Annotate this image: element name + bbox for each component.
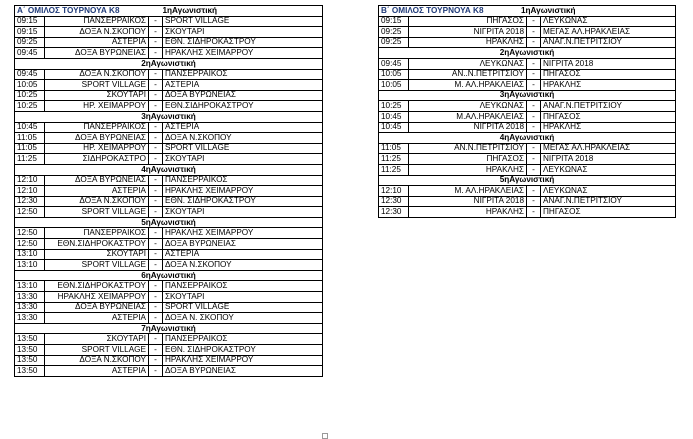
home-team: ΗΡ. ΧΕΙΜΑΡΡΟΥ <box>45 101 149 112</box>
match-row <box>15 281 323 292</box>
match-separator: - <box>149 69 163 80</box>
home-team: SPORT VILLAGE <box>45 207 149 218</box>
match-row <box>379 80 676 91</box>
away-team: ΠΑΝΣΕΡΡΑΙΚΟΣ <box>163 281 323 292</box>
group-a-body <box>15 6 323 377</box>
match-row <box>379 164 676 175</box>
round-label: 2ηΑγωνιστική <box>379 48 676 59</box>
round-header-row <box>15 323 323 334</box>
match-time: 09:25 <box>15 37 45 48</box>
group-title <box>379 6 676 17</box>
home-team: ΝΙΓΡΙΤΑ 2018 <box>409 27 527 38</box>
away-team: ΠΗΓΑΣΟΣ <box>541 111 676 122</box>
round-label: 3ηΑγωνιστική <box>15 111 323 122</box>
match-time: 11:25 <box>379 164 409 175</box>
away-team: ΣΚΟΥΤΑΡΙ <box>163 207 323 218</box>
away-team: ΠΑΝΣΕΡΡΑΙΚΟΣ <box>163 175 323 186</box>
match-row <box>15 143 323 154</box>
match-separator: - <box>527 16 541 27</box>
match-separator: - <box>149 260 163 271</box>
round-label: 2ηΑγωνιστική <box>15 58 323 69</box>
match-row <box>15 69 323 80</box>
home-team: ΔΟΞΑ ΒΥΡΩΝΕΙΑΣ <box>45 48 149 59</box>
match-separator: - <box>149 355 163 366</box>
match-separator: - <box>149 133 163 144</box>
home-team: Μ. ΑΛ.ΗΡΑΚΛΕΙΑΣ <box>409 186 527 197</box>
round-label: 1ηΑγωνιστική <box>162 5 218 15</box>
match-row <box>15 101 323 112</box>
round-header-row <box>15 111 323 122</box>
match-row <box>15 345 323 356</box>
round-header-row <box>379 175 676 186</box>
home-team: ΣΚΟΥΤΑΡΙ <box>45 334 149 345</box>
match-row <box>15 249 323 260</box>
home-team: ΔΟΞΑ ΒΥΡΩΝΕΙΑΣ <box>45 133 149 144</box>
home-team: SPORT VILLAGE <box>45 80 149 91</box>
round-label: 5ηΑγωνιστική <box>379 175 676 186</box>
home-team: ΔΟΞΑ Ν.ΣΚΟΠΟΥ <box>45 355 149 366</box>
match-time: 12:50 <box>15 239 45 250</box>
away-team: ΣΚΟΥΤΑΡΙ <box>163 154 323 165</box>
away-team: ΣΚΟΥΤΑΡΙ <box>163 292 323 303</box>
away-team: ΗΡΑΚΛΗΣ <box>541 80 676 91</box>
match-time: 13:30 <box>15 292 45 303</box>
match-separator: - <box>527 37 541 48</box>
match-row <box>15 154 323 165</box>
home-team: ΣΙΔΗΡΟΚΑΣΤΡΟ <box>45 154 149 165</box>
home-team: SPORT VILLAGE <box>45 345 149 356</box>
match-separator: - <box>149 154 163 165</box>
home-team: ΗΡΑΚΛΗΣ <box>409 37 527 48</box>
away-team: ΑΝΑΓ.Ν.ΠΕΤΡΙΤΣΙΟΥ <box>541 37 676 48</box>
match-time: 13:50 <box>15 366 45 377</box>
group-a-schedule-table <box>14 5 323 377</box>
round-header-row <box>15 270 323 281</box>
round-label: 5ηΑγωνιστική <box>15 217 323 228</box>
home-team: ΗΡ. ΧΕΙΜΑΡΡΟΥ <box>45 143 149 154</box>
cell-resize-marker <box>322 433 328 439</box>
away-team: ΝΙΓΡΙΤΑ 2018 <box>541 154 676 165</box>
home-team: ΝΙΓΡΙΤΑ 2018 <box>409 196 527 207</box>
home-team: ΑΝ.Ν.ΠΕΤΡΙΤΣΙΟΥ <box>409 143 527 154</box>
match-separator: - <box>149 122 163 133</box>
away-team: ΔΟΞΑ ΒΥΡΩΝΕΙΑΣ <box>163 90 323 101</box>
match-separator: - <box>527 186 541 197</box>
match-separator: - <box>149 48 163 59</box>
match-separator: - <box>149 292 163 303</box>
away-team: ΛΕΥΚΩΝΑΣ <box>541 164 676 175</box>
match-time: 10:45 <box>379 111 409 122</box>
match-separator: - <box>149 175 163 186</box>
away-team: ΠΑΝΣΕΡΡΑΙΚΟΣ <box>163 334 323 345</box>
match-time: 12:30 <box>379 196 409 207</box>
home-team: ΠΗΓΑΣΟΣ <box>409 154 527 165</box>
home-team: ΗΡΑΚΛΗΣ <box>409 207 527 218</box>
home-team: ΣΚΟΥΤΑΡΙ <box>45 90 149 101</box>
round-label: 4ηΑγωνιστική <box>15 164 323 175</box>
home-team: ΕΘΝ.ΣΙΔΗΡΟΚΑΣΤΡΟΥ <box>45 239 149 250</box>
away-team: ΗΡΑΚΛΗΣ ΧΕΙΜΑΡΡΟΥ <box>163 186 323 197</box>
home-team: ΠΗΓΑΣΟΣ <box>409 16 527 27</box>
match-time: 12:10 <box>15 186 45 197</box>
round-header-row <box>379 90 676 101</box>
match-time: 10:05 <box>379 80 409 91</box>
home-team: Μ.ΑΛ.ΗΡΑΚΛΕΙΑΣ <box>409 111 527 122</box>
match-separator: - <box>149 366 163 377</box>
match-time: 11:25 <box>379 154 409 165</box>
away-team: ΑΣΤΕΡΙΑ <box>163 249 323 260</box>
match-time: 11:25 <box>15 154 45 165</box>
match-separator: - <box>149 313 163 324</box>
home-team: ΑΣΤΕΡΙΑ <box>45 37 149 48</box>
match-time: 09:25 <box>379 27 409 38</box>
home-team: ΛΕΥΚΩΝΑΣ <box>409 58 527 69</box>
match-separator: - <box>149 90 163 101</box>
match-separator: - <box>149 143 163 154</box>
group-title-text: Α΄ ΟΜΙΛΟΣ ΤΟΥΡΝΟΥΑ Κ8 <box>17 5 120 15</box>
home-team: ΑΣΤΕΡΙΑ <box>45 366 149 377</box>
match-row <box>15 302 323 313</box>
home-team: ΔΟΞΑ Ν.ΣΚΟΠΟΥ <box>45 69 149 80</box>
match-time: 12:50 <box>15 207 45 218</box>
group-title <box>15 6 323 17</box>
match-time: 12:30 <box>15 196 45 207</box>
match-separator: - <box>527 154 541 165</box>
match-row <box>15 313 323 324</box>
match-time: 13:10 <box>15 281 45 292</box>
match-row <box>15 292 323 303</box>
match-row <box>379 143 676 154</box>
match-time: 10:25 <box>379 101 409 112</box>
round-header-row <box>15 217 323 228</box>
match-separator: - <box>527 111 541 122</box>
match-time: 12:10 <box>15 175 45 186</box>
match-separator: - <box>149 228 163 239</box>
match-time: 12:30 <box>379 207 409 218</box>
home-team: ΝΙΓΡΙΤΑ 2018 <box>409 122 527 133</box>
home-team: Μ. ΑΛ.ΗΡΑΚΛΕΙΑΣ <box>409 80 527 91</box>
match-separator: - <box>149 27 163 38</box>
away-team: ΛΕΥΚΩΝΑΣ <box>541 186 676 197</box>
match-separator: - <box>527 101 541 112</box>
match-row <box>15 122 323 133</box>
match-row <box>15 260 323 271</box>
home-team: SPORT VILLAGE <box>45 260 149 271</box>
away-team: ΕΘΝ.ΣΙΔΗΡΟΚΑΣΤΡΟΥ <box>163 101 323 112</box>
away-team: ΝΙΓΡΙΤΑ 2018 <box>541 58 676 69</box>
group-b-body <box>379 6 676 218</box>
round-label: 4ηΑγωνιστική <box>379 133 676 144</box>
round-header-row <box>15 164 323 175</box>
match-time: 13:50 <box>15 345 45 356</box>
match-time: 09:45 <box>15 48 45 59</box>
home-team: ΑΣΤΕΡΙΑ <box>45 313 149 324</box>
home-team: ΠΑΝΣΕΡΡΑΙΚΟΣ <box>45 16 149 27</box>
match-time: 10:25 <box>15 101 45 112</box>
away-team: ΔΟΞΑ ΒΥΡΩΝΕΙΑΣ <box>163 239 323 250</box>
match-row <box>15 334 323 345</box>
away-team: ΔΟΞΑ Ν. ΣΚΟΠΟΥ <box>163 313 323 324</box>
match-separator: - <box>527 164 541 175</box>
match-time: 13:50 <box>15 334 45 345</box>
match-row <box>15 207 323 218</box>
round-label: 1ηΑγωνιστική <box>521 5 576 15</box>
home-team: ΕΘΝ.ΣΙΔΗΡΟΚΑΣΤΡΟΥ <box>45 281 149 292</box>
match-row <box>379 16 676 27</box>
away-team: SPORT VILLAGE <box>163 143 323 154</box>
group-title-row <box>379 6 676 17</box>
match-time: 12:50 <box>15 228 45 239</box>
round-label: 3ηΑγωνιστική <box>379 90 676 101</box>
away-team: ΔΟΞΑ ΒΥΡΩΝΕΙΑΣ <box>163 366 323 377</box>
home-team: ΔΟΞΑ Ν.ΣΚΟΠΟΥ <box>45 196 149 207</box>
match-row <box>379 37 676 48</box>
home-team: ΗΡΑΚΛΗΣ ΧΕΙΜΑΡΡΟΥ <box>45 292 149 303</box>
home-team: ΠΑΝΣΕΡΡΑΙΚΟΣ <box>45 122 149 133</box>
match-separator: - <box>527 69 541 80</box>
round-label: 6ηΑγωνιστική <box>15 270 323 281</box>
match-separator: - <box>527 122 541 133</box>
match-time: 13:10 <box>15 249 45 260</box>
away-team: ΔΟΞΑ Ν.ΣΚΟΠΟΥ <box>163 260 323 271</box>
round-header-row <box>379 133 676 144</box>
match-time: 12:10 <box>379 186 409 197</box>
match-time: 09:15 <box>15 27 45 38</box>
group-title-row <box>15 6 323 17</box>
match-separator: - <box>527 80 541 91</box>
away-team: ΗΡΑΚΛΗΣ <box>541 122 676 133</box>
match-separator: - <box>149 80 163 91</box>
match-row <box>15 186 323 197</box>
match-row <box>15 80 323 91</box>
match-time: 09:15 <box>379 16 409 27</box>
match-row <box>379 69 676 80</box>
match-time: 11:05 <box>15 143 45 154</box>
away-team: SPORT VILLAGE <box>163 16 323 27</box>
match-time: 10:45 <box>15 122 45 133</box>
away-team: ΜΕΓΑΣ ΑΛ.ΗΡΑΚΛΕΙΑΣ <box>541 27 676 38</box>
match-separator: - <box>527 58 541 69</box>
round-header-row <box>379 48 676 59</box>
match-row <box>15 133 323 144</box>
match-time: 10:05 <box>15 80 45 91</box>
match-separator: - <box>149 37 163 48</box>
away-team: ΕΘΝ. ΣΙΔΗΡΟΚΑΣΤΡΟΥ <box>163 196 323 207</box>
match-separator: - <box>149 196 163 207</box>
home-team: ΗΡΑΚΛΗΣ <box>409 164 527 175</box>
match-separator: - <box>527 207 541 218</box>
home-team: ΑΣΤΕΡΙΑ <box>45 186 149 197</box>
match-time: 13:30 <box>15 313 45 324</box>
match-time: 09:25 <box>379 37 409 48</box>
away-team: ΠΑΝΣΕΡΡΑΙΚΟΣ <box>163 69 323 80</box>
round-header-row <box>15 58 323 69</box>
match-separator: - <box>149 281 163 292</box>
group-title-text: Β΄ ΟΜΙΛΟΣ ΤΟΥΡΝΟΥΑ Κ8 <box>381 5 484 15</box>
away-team: ΗΡΑΚΛΗΣ ΧΕΙΜΑΡΡΟΥ <box>163 228 323 239</box>
away-team: SPORT VILLAGE <box>163 302 323 313</box>
match-time: 13:10 <box>15 260 45 271</box>
away-team: ΠΗΓΑΣΟΣ <box>541 69 676 80</box>
match-separator: - <box>149 249 163 260</box>
match-separator: - <box>149 302 163 313</box>
home-team: ΔΟΞΑ Ν.ΣΚΟΠΟΥ <box>45 27 149 38</box>
match-separator: - <box>149 101 163 112</box>
home-team: ΠΑΝΣΕΡΡΑΙΚΟΣ <box>45 228 149 239</box>
match-row <box>379 186 676 197</box>
match-row <box>379 111 676 122</box>
match-time: 11:05 <box>379 143 409 154</box>
match-row <box>15 366 323 377</box>
match-row <box>15 175 323 186</box>
away-team: ΕΘΝ. ΣΙΔΗΡΟΚΑΣΤΡΟΥ <box>163 345 323 356</box>
match-row <box>379 122 676 133</box>
home-team: ΔΟΞΑ ΒΥΡΩΝΕΙΑΣ <box>45 175 149 186</box>
away-team: ΑΣΤΕΡΙΑ <box>163 122 323 133</box>
match-separator: - <box>527 143 541 154</box>
away-team: ΜΕΓΑΣ ΑΛ.ΗΡΑΚΛΕΙΑΣ <box>541 143 676 154</box>
match-row <box>379 196 676 207</box>
match-separator: - <box>149 186 163 197</box>
match-time: 13:50 <box>15 355 45 366</box>
match-time: 09:15 <box>15 16 45 27</box>
home-team: ΛΕΥΚΩΝΑΣ <box>409 101 527 112</box>
match-row <box>379 101 676 112</box>
match-row <box>15 16 323 27</box>
round-label: 7ηΑγωνιστική <box>15 323 323 334</box>
away-team: ΑΣΤΕΡΙΑ <box>163 80 323 91</box>
away-team: ΣΚΟΥΤΑΡΙ <box>163 27 323 38</box>
match-separator: - <box>149 345 163 356</box>
match-separator: - <box>527 27 541 38</box>
match-row <box>379 27 676 38</box>
match-row <box>379 207 676 218</box>
away-team: ΑΝΑΓ.Ν.ΠΕΤΡΙΤΣΙΟΥ <box>541 101 676 112</box>
match-time: 13:30 <box>15 302 45 313</box>
match-time: 11:05 <box>15 133 45 144</box>
match-separator: - <box>149 207 163 218</box>
match-row <box>15 239 323 250</box>
home-team: ΣΚΟΥΤΑΡΙ <box>45 249 149 260</box>
match-time: 10:05 <box>379 69 409 80</box>
home-team: ΔΟΞΑ ΒΥΡΩΝΕΙΑΣ <box>45 302 149 313</box>
home-team: ΑΝ..Ν.ΠΕΤΡΙΤΣΙΟΥ <box>409 69 527 80</box>
away-team: ΠΗΓΑΣΟΣ <box>541 207 676 218</box>
away-team: ΔΟΞΑ Ν.ΣΚΟΠΟΥ <box>163 133 323 144</box>
match-time: 10:45 <box>379 122 409 133</box>
match-row <box>15 37 323 48</box>
away-team: ΗΡΑΚΛΗΣ ΧΕΙΜΑΡΡΟΥ <box>163 48 323 59</box>
match-time: 10:25 <box>15 90 45 101</box>
match-row <box>379 58 676 69</box>
match-separator: - <box>527 196 541 207</box>
away-team: ΑΝΑΓ.Ν.ΠΕΤΡΙΤΣΙΟΥ <box>541 196 676 207</box>
match-row <box>15 196 323 207</box>
match-row <box>15 27 323 38</box>
match-separator: - <box>149 16 163 27</box>
group-b-schedule-table <box>378 5 676 218</box>
match-separator: - <box>149 334 163 345</box>
match-time: 09:45 <box>379 58 409 69</box>
match-separator: - <box>149 239 163 250</box>
match-row <box>379 154 676 165</box>
away-team: ΛΕΥΚΩΝΑΣ <box>541 16 676 27</box>
away-team: ΗΡΑΚΛΗΣ ΧΕΙΜΑΡΡΟΥ <box>163 355 323 366</box>
match-row <box>15 228 323 239</box>
away-team: ΕΘΝ. ΣΙΔΗΡΟΚΑΣΤΡΟΥ <box>163 37 323 48</box>
match-row <box>15 355 323 366</box>
match-time: 09:45 <box>15 69 45 80</box>
match-row <box>15 90 323 101</box>
match-row <box>15 48 323 59</box>
